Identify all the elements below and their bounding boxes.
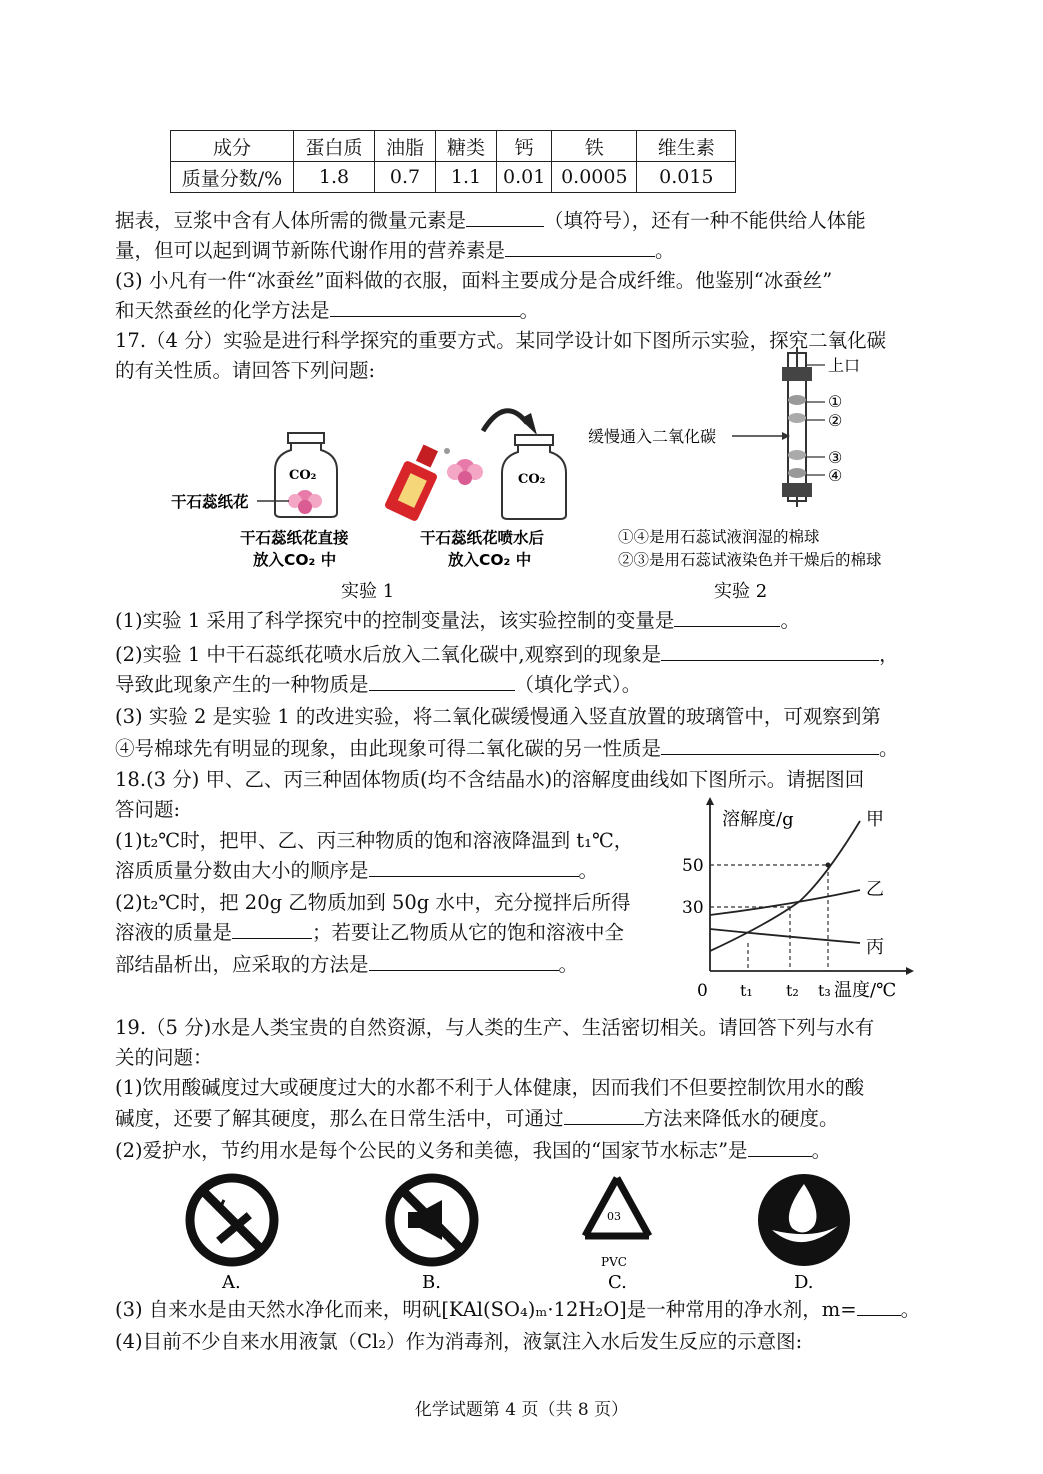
flower-icon (288, 490, 322, 514)
text: 溶液的质量是 (115, 921, 233, 944)
q18-line-6 (115, 918, 624, 948)
q18-line-7: 部结晶析出，应采取的方法是 。 (115, 950, 578, 980)
q16-line-1 (115, 206, 866, 236)
text: 导致此现象产生的一种物质是 (115, 673, 369, 696)
q17-part-2: (2)实验 1 中干石蕊纸花喷水后放入二氧化碳中,观察到的现象是 ， (115, 640, 899, 670)
table-row (171, 162, 736, 193)
table-cell: 成分 (171, 131, 294, 162)
note: ①④是用石蕊试液润湿的棉球 (618, 528, 820, 546)
table-cell: 质量分数/% (171, 162, 294, 193)
arrow-icon (483, 411, 527, 431)
spray-bottle-icon (384, 444, 450, 522)
answer-blank[interactable] (232, 918, 312, 939)
experiment-1-title: 实验 1 (341, 581, 395, 602)
caption: 干石蕊纸花直接 (240, 529, 349, 547)
answer-blank[interactable] (748, 1136, 812, 1157)
cotton-ball-2 (788, 413, 806, 423)
text: 碱度，还要了解其硬度，那么在日常生活中，可通过 (115, 1107, 564, 1130)
marker-label: ③ (828, 448, 843, 467)
experiment-1-figure (165, 395, 585, 610)
q19-line-4 (115, 1104, 839, 1134)
tick-label: t₂ (786, 981, 799, 1000)
experiment-2-figure (588, 345, 940, 610)
note: ②③是用石蕊试液染色并干燥后的棉球 (618, 551, 882, 569)
answer-blank[interactable] (674, 606, 780, 627)
answer-blank[interactable] (466, 206, 544, 227)
text: 和天然蚕丝的化学方法是 (115, 299, 330, 322)
answer-blank[interactable] (661, 734, 879, 755)
marker-label: ② (828, 411, 843, 430)
answer-blank[interactable] (369, 670, 515, 691)
q16-line-3: (3) 小凡有一件“冰蚕丝”面料做的衣服，面料主要成分是合成纤维。他鉴别“冰蚕丝” (115, 269, 833, 292)
q19-line-2: 关的问题： (115, 1046, 213, 1069)
recycle-number: 03 (607, 1210, 621, 1223)
no-smoking-icon (190, 1178, 274, 1262)
text: (2)爱护水，节约用水是每个公民的义务和美德，我国的“国家节水标志”是 (115, 1139, 748, 1162)
tick-label: 50 (682, 856, 704, 876)
answer-blank[interactable] (857, 1295, 901, 1316)
answer-blank[interactable] (369, 950, 559, 971)
option-label: B. (422, 1272, 441, 1293)
table-cell: 油脂 (375, 131, 436, 162)
cotton-ball-4 (788, 468, 806, 478)
q18-line-3: (1)t₂℃时，把甲、乙、丙三种物质的饱和溶液降温到 t₁℃， (115, 829, 634, 852)
text: 部结晶析出，应采取的方法是 (115, 953, 369, 976)
co2-label: CO₂ (518, 472, 546, 487)
solubility-chart (670, 795, 920, 1005)
text: ；若要让乙物质从它的饱和溶液中全 (312, 921, 625, 944)
text: 量，但可以起到调节新陈代谢作用的营养素是 (115, 239, 506, 262)
table-cell: 0.01 (497, 162, 552, 193)
q19-line-3: (1)饮用酸碱度过大或硬度过大的水都不利于人体健康，因而我们不但要控制饮用水的酸 (115, 1076, 865, 1099)
text: (1)实验 1 采用了科学探究中的控制变量法，该实验控制的变量是 (115, 609, 675, 632)
flower-label: 干石蕊纸花 (171, 493, 249, 511)
flower-icon (447, 459, 483, 485)
text: （填化学式）。 (514, 673, 642, 696)
recycle-text: PVC (601, 1255, 627, 1269)
q18-line-4: 溶质质量分数由大小的顺序是 。 (115, 856, 598, 886)
caption: 放入CO₂ 中 (253, 551, 337, 569)
option-label: D. (794, 1272, 814, 1293)
series-label-yi: 乙 (866, 879, 884, 900)
text: 方法来降低水的硬度。 (643, 1107, 839, 1130)
q17-line-2: 的有关性质。请回答下列问题: (115, 359, 376, 382)
answer-blank[interactable] (369, 856, 579, 877)
tick-label: t₃ (818, 981, 831, 1000)
series-label-bing: 丙 (866, 937, 884, 958)
nutrition-table (170, 130, 736, 193)
table-cell: 铁 (552, 131, 637, 162)
jar-1 (275, 433, 337, 517)
answer-blank[interactable] (564, 1104, 644, 1125)
text: （填符号），还有一种不能供给人体能 (544, 209, 866, 232)
series-label-jia: 甲 (866, 809, 884, 830)
table-cell: 0.0005 (552, 162, 637, 193)
answer-blank[interactable] (505, 236, 655, 257)
q17-part-2b (115, 670, 641, 700)
tick-label: 30 (682, 898, 704, 918)
table-cell: 1.1 (436, 162, 497, 193)
q17-part-3: (3) 实验 2 是实验 1 的改进实验，将二氧化碳缓慢通入竖直放置的玻璃管中，可观察到第 (115, 705, 881, 728)
no-horn-icon (390, 1178, 474, 1262)
symbols-row (180, 1170, 880, 1300)
q17-line-1: 17.（4 分）实验是进行科学探究的重要方式。某同学设计如下图所示实验，探究二氧化碳 (115, 329, 887, 352)
q18-line-1: 18.(3 分) 甲、乙、丙三种固体物质(均不含结晶水)的溶解度曲线如下图所示。请据图回 (115, 768, 865, 791)
tick-label: t₁ (740, 981, 753, 1000)
table-cell: 0.7 (375, 162, 436, 193)
text: 据表，豆浆中含有人体所需的微量元素是 (115, 209, 467, 232)
inlet-label: 缓慢通入二氧化碳 (588, 427, 717, 446)
caption: 干石蕊纸花喷水后 (420, 529, 545, 547)
marker-label: ① (828, 392, 843, 411)
q19-line-5: (2)爱护水，节约用水是每个公民的义务和美德，我国的“国家节水标志”是 。 (115, 1136, 831, 1166)
option-label: A. (222, 1272, 241, 1293)
marker-label: ④ (828, 466, 843, 485)
caption: 放入CO₂ 中 (448, 551, 532, 569)
q19-line-1: 19.（5 分)水是人类宝贵的自然资源，与人类的生产、生活密切相关。请回答下列与水有 (115, 1016, 875, 1039)
text: ④号棉球先有明显的现象，由此现象可得二氧化碳的另一性质是 (115, 737, 662, 760)
text: 溶质质量分数由大小的顺序是 (115, 859, 369, 882)
answer-blank[interactable] (330, 296, 520, 317)
text: (3) 自来水是由天然水净化而来，明矾[KAl(SO₄)ₘ·12H₂O]是一种常用的净水剂，m= (115, 1298, 857, 1321)
intersection-point (826, 863, 831, 868)
experiment-2-title: 实验 2 (714, 581, 768, 602)
table-cell: 钙 (497, 131, 552, 162)
option-label: C. (608, 1272, 627, 1293)
q18-line-2: 答问题: (115, 798, 181, 821)
table-cell: 0.015 (637, 162, 736, 193)
table-cell: 1.8 (294, 162, 375, 193)
jar-2 (502, 435, 566, 519)
y-axis-label: 溶解度/g (722, 809, 794, 830)
cotton-ball-1 (788, 395, 806, 405)
q16-line-2: 量，但可以起到调节新陈代谢作用的营养素是 。 (115, 236, 675, 266)
q19-line-6: (3) 自来水是由天然水净化而来，明矾[KAl(SO₄)ₘ·12H₂O]是一种常用的净水剂，m= 。 (115, 1295, 920, 1325)
table-cell: 糖类 (436, 131, 497, 162)
table-row (171, 131, 736, 162)
recycle-icon (585, 1178, 649, 1269)
co2-label: CO₂ (289, 468, 317, 483)
top-opening-label: 上口 (828, 356, 861, 375)
stopper-bottom (782, 483, 812, 497)
stopper-top (782, 367, 812, 381)
q17-part-1: (1)实验 1 采用了科学探究中的控制变量法，该实验控制的变量是 。 (115, 606, 800, 636)
table-cell: 维生素 (637, 131, 736, 162)
cotton-ball-3 (788, 450, 806, 460)
q16-line-4: 和天然蚕丝的化学方法是 。 (115, 296, 539, 326)
q17-part-3b: ④号棉球先有明显的现象，由此现象可得二氧化碳的另一性质是 。 (115, 734, 899, 764)
x-axis-label: 温度/℃ (834, 980, 897, 1001)
q18-line-5: (2)t₂℃时，把 20g 乙物质加到 50g 水中，充分搅拌后所得 (115, 891, 631, 914)
tick-label: 0 (697, 981, 708, 1001)
q19-line-7: (4)目前不少自来水用液氯（Cl₂）作为消毒剂，液氯注入水后发生反应的示意图: (115, 1330, 803, 1353)
text: (2)实验 1 中干石蕊纸花喷水后放入二氧化碳中,观察到的现象是 (115, 643, 662, 666)
page-footer: 化学试题第 4 页（共 8 页） (414, 1400, 629, 1420)
water-saving-icon (758, 1174, 850, 1266)
table-cell: 蛋白质 (294, 131, 375, 162)
answer-blank[interactable] (661, 640, 879, 661)
